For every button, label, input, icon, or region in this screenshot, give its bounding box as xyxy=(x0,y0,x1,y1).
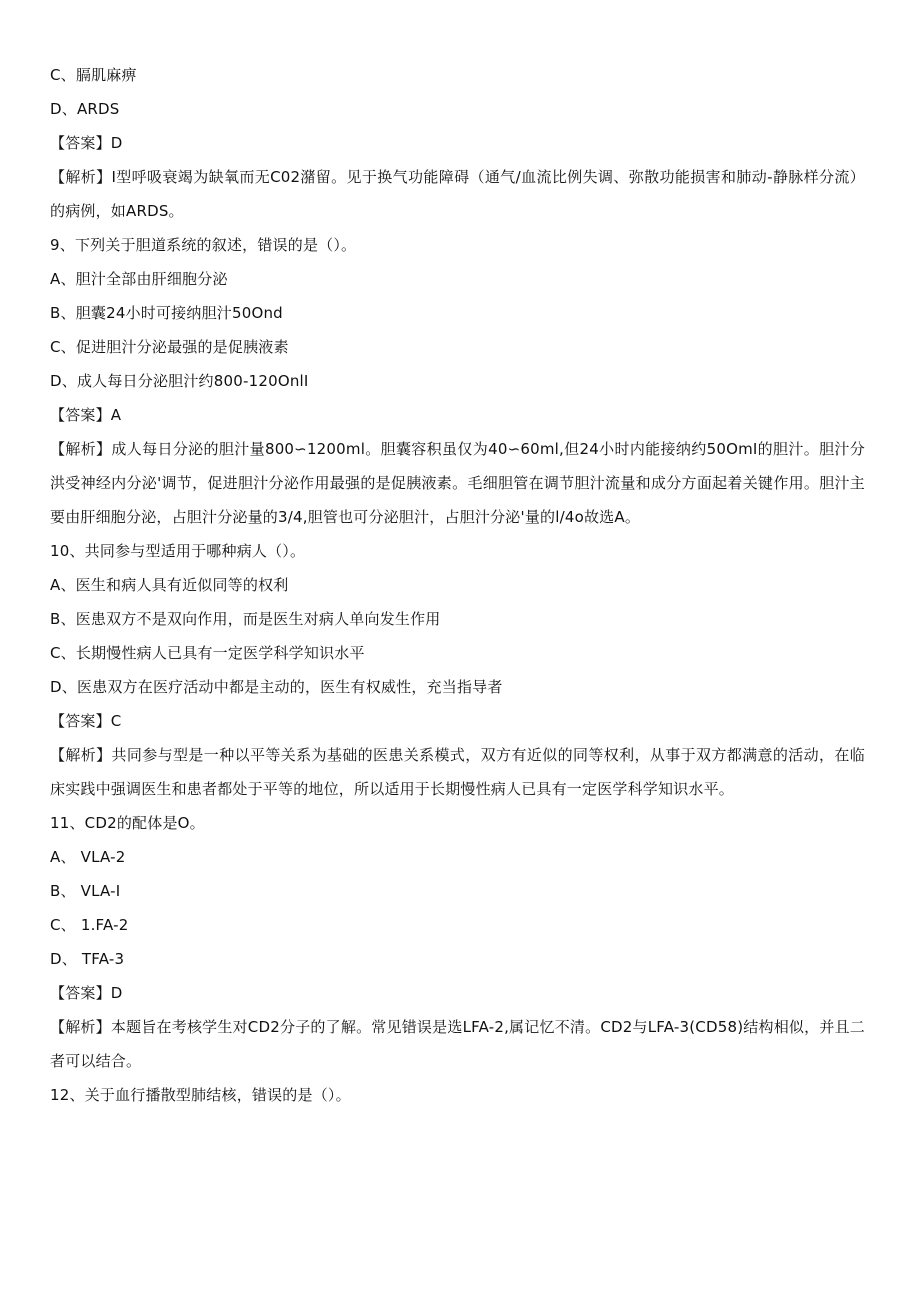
question-10: 10、共同参与型适用于哪种病人（）。 xyxy=(50,542,306,560)
option-d: D、ARDS xyxy=(50,100,120,118)
option-b: B、胆囊24小时可接纳胆汁50Ond xyxy=(50,304,283,322)
answer: 【答案】A xyxy=(50,406,122,424)
option-c: C、促进胆汁分泌最强的是促胰液素 xyxy=(50,338,289,356)
document-page xyxy=(50,58,865,1112)
answer: 【答案】D xyxy=(50,134,123,152)
option-c: C、膈肌麻痹 xyxy=(50,66,137,84)
answer: 【答案】D xyxy=(50,984,123,1002)
explanation: 【解析】本题旨在考核学生对CD2分子的了解。常见错误是选LFA-2,属记忆不清。CD2与LFA-3(CD58)结构相似，并且二者可以结合。 xyxy=(50,1018,865,1070)
option-d: D、成人每日分泌胆汁约800-120OnlI xyxy=(50,372,309,390)
question-12: 12、关于血行播散型肺结核，错误的是（）。 xyxy=(50,1086,351,1104)
explanation: 【解析】共同参与型是一种以平等关系为基础的医患关系模式，双方有近似的同等权利，从事于双方都满意的活动，在临床实践中强调医生和患者都处于平等的地位，所以适用于长期慢性病人已具有一定医学科学知识水平。 xyxy=(50,746,865,798)
option-b: B、 VLA-I xyxy=(50,882,121,900)
option-c: C、 1.FA-2 xyxy=(50,916,129,934)
option-a: A、 VLA-2 xyxy=(50,848,126,866)
option-d: D、 TFA-3 xyxy=(50,950,125,968)
option-a: A、医生和病人具有近似同等的权利 xyxy=(50,576,289,594)
explanation: 【解析】I型呼吸衰竭为缺氧而无C02潴留。见于换气功能障碍（通气/血流比例失调、弥散功能损害和肺动-静脉样分流）的病例，如ARDS。 xyxy=(50,168,865,220)
option-d: D、医患双方在医疗活动中都是主动的，医生有权威性，充当指导者 xyxy=(50,678,503,696)
answer: 【答案】C xyxy=(50,712,122,730)
explanation: 【解析】成人每日分泌的胆汁量800∽1200ml。胆囊容积虽仅为40∽60ml,但24小时内能接纳约50OmI的胆汁。胆汁分洪受神经内分泌'调节，促进胆汁分泌作用最强的是促胰液素。毛细胆管在调节胆汁流量和成分方面起着关键作用。胆汁主要由肝细胞分泌，占胆汁分泌量的3/4,胆管也可分泌胆汁，占胆汁分泌'量的l/4o故选A。 xyxy=(50,440,865,526)
option-b: B、医患双方不是双向作用，而是医生对病人单向发生作用 xyxy=(50,610,441,628)
option-a: A、胆汁全部由肝细胞分泌 xyxy=(50,270,228,288)
option-c: C、长期慢性病人已具有一定医学科学知识水平 xyxy=(50,644,365,662)
question-11: 11、CD2的配体是O。 xyxy=(50,814,205,832)
question-9: 9、下列关于胆道系统的叙述，错误的是（）。 xyxy=(50,236,357,254)
